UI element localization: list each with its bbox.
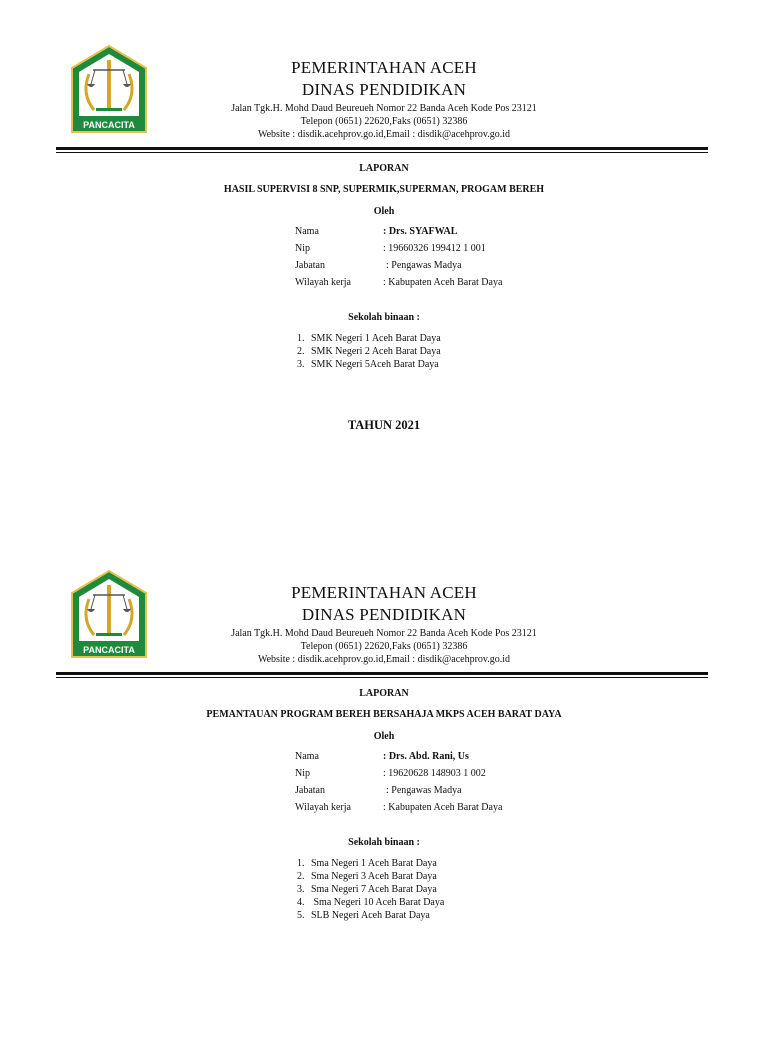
schools-list <box>297 332 441 371</box>
address-line: Jalan Tgk.H. Mohd Daud Beureueh Nomor 22 Banda Aceh Kode Pos 23121 <box>231 628 537 639</box>
org-name-line1: PEMERINTAHAN ACEH <box>291 583 477 602</box>
schools-heading: Sekolah binaan : <box>348 312 420 323</box>
field-value: : Pengawas Madya <box>386 260 462 271</box>
letterhead-rule-thin <box>56 677 708 678</box>
schools-list <box>297 857 444 922</box>
logo-wordmark: PANCACITA <box>83 645 135 655</box>
phone-line: Telepon (0651) 22620,Faks (0651) 32386 <box>300 641 468 652</box>
list-item: 1. SMK Negeri 1 Aceh Barat Daya <box>297 333 441 344</box>
letterhead-rule <box>56 147 708 150</box>
website-line: Website : disdik.acehprov.go.id,Email : disdik@acehprov.go.id <box>257 654 511 665</box>
field-value: : 19660326 199412 1 001 <box>383 243 486 254</box>
field-label: Wilayah kerja <box>295 802 351 813</box>
list-item: 1. Sma Negeri 1 Aceh Barat Daya <box>297 858 437 869</box>
report-cover-1 <box>0 0 768 524</box>
list-item: 3. SMK Negeri 5Aceh Barat Daya <box>297 359 439 370</box>
letterhead-rule-thin <box>56 152 708 153</box>
logo-wordmark: PANCACITA <box>83 120 135 130</box>
list-item: 4. Sma Negeri 10 Aceh Barat Daya <box>297 897 445 908</box>
by-label: Oleh <box>373 731 395 742</box>
list-item: 3. Sma Negeri 7 Aceh Barat Daya <box>297 884 437 895</box>
field-value: : Drs. Abd. Rani, Us <box>383 751 469 762</box>
org-name-line1: PEMERINTAHAN ACEH <box>291 58 477 77</box>
report-cover-2 <box>0 525 768 1049</box>
report-subject: HASIL SUPERVISI 8 SNP, SUPERMIK,SUPERMAN, PROGAM BEREH <box>223 184 545 195</box>
report-subject: PEMANTAUAN PROGRAM BEREH BERSAHAJA MKPS ACEH BARAT DAYA <box>206 709 562 720</box>
org-name-line2: DINAS PENDIDIKAN <box>301 605 467 624</box>
website-line: Website : disdik.acehprov.go.id,Email : disdik@acehprov.go.id <box>257 129 511 140</box>
address-line: Jalan Tgk.H. Mohd Daud Beureueh Nomor 22 Banda Aceh Kode Pos 23121 <box>231 103 537 114</box>
field-label: Nip <box>295 243 310 254</box>
list-item: 2. SMK Negeri 2 Aceh Barat Daya <box>297 346 441 357</box>
field-label: Nama <box>295 751 319 762</box>
report-title: LAPORAN <box>359 688 409 699</box>
field-label: Wilayah kerja <box>295 277 351 288</box>
field-label: Jabatan <box>295 785 325 796</box>
letterhead-rule <box>56 672 708 675</box>
field-value: : Kabupaten Aceh Barat Daya <box>383 802 503 813</box>
list-item: 5. SLB Negeri Aceh Barat Daya <box>297 910 430 921</box>
field-value: : Drs. SYAFWAL <box>383 226 458 237</box>
schools-heading: Sekolah binaan : <box>348 837 420 848</box>
field-label: Jabatan <box>295 260 325 271</box>
field-value: : 19620628 148903 1 002 <box>383 768 486 779</box>
field-label: Nama <box>295 226 319 237</box>
report-year: TAHUN 2021 <box>347 418 421 432</box>
list-item: 2. Sma Negeri 3 Aceh Barat Daya <box>297 871 437 882</box>
by-label: Oleh <box>373 206 395 217</box>
field-label: Nip <box>295 768 310 779</box>
field-value: : Pengawas Madya <box>386 785 462 796</box>
field-value: : Kabupaten Aceh Barat Daya <box>383 277 503 288</box>
report-title: LAPORAN <box>359 163 409 174</box>
org-name-line2: DINAS PENDIDIKAN <box>301 80 467 99</box>
phone-line: Telepon (0651) 22620,Faks (0651) 32386 <box>300 116 468 127</box>
